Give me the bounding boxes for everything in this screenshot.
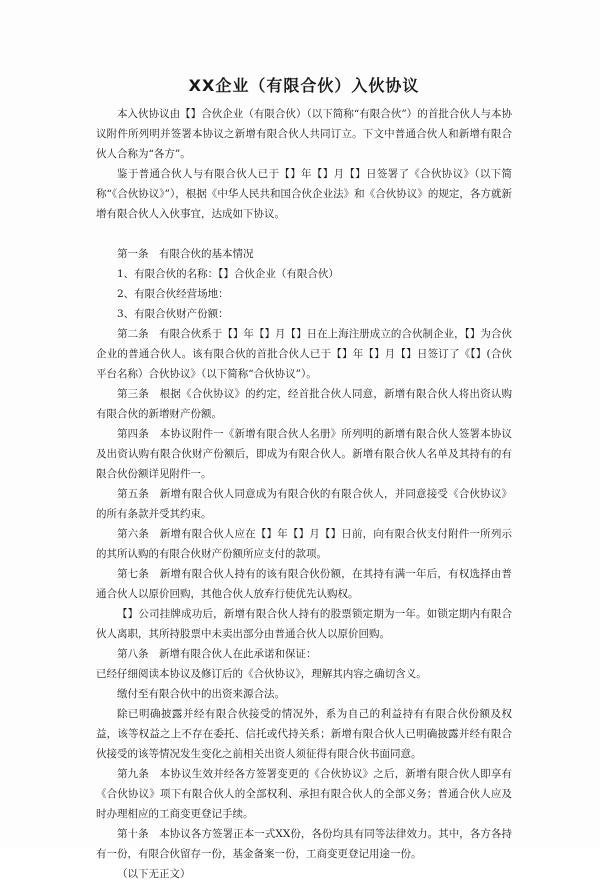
article-8-heading: 第八条 新增有限合伙人在此承诺和保证：: [117, 648, 317, 660]
article-8-item-3: 除已明确披露并经有限合伙接受的情况外，系为自己的利益持有有限合伙份额及权益，该等权益之上不存在委托、信托或代持关系；新增有限合伙人已明确披露并经有限合伙接受的该等情况发生变化之前相关出资人须征得有限合伙书面同意。: [96, 708, 512, 760]
article-7-lockup: 【】公司挂牌成功后，新增有限合伙人持有的股票锁定期为一年。如锁定期内有限合伙人离职，其所持股票中未卖出部分由普通合伙人以原价回购。: [96, 608, 512, 640]
spacer: [96, 224, 512, 244]
article-7: 第七条 新增有限合伙人持有的该有限合伙份额，在其持有满一年后，有权选择由普通合伙人以原价回购，其他合伙人放弃行使优先认购权。: [96, 568, 512, 600]
article-6: 第六条 新增有限合伙人应在【】年【】月【】日前，向有限合伙支付附件一所列示的其所认购的有限合伙财产份额所应支付的款项。: [96, 528, 512, 560]
article-1-item-2: 2、有限合伙经营场地：: [117, 288, 229, 300]
article-2: 第二条 有限合伙系于【】年【】月【】日在上海注册成立的合伙制企业，【】为合伙企业的普通合伙人。该有限合伙的首批合伙人已于【】年【】月【】日签订了《【】(合伙平台名称）合伙协议》（以下简称“合伙协议”）。: [96, 328, 512, 380]
article-8-item-2: 缴付至有限合伙中的出资来源合法。: [117, 688, 285, 700]
end-of-text-note: （以下无正文）: [117, 868, 191, 880]
article-4: 第四条 本协议附件一《新增有限合伙人名册》所列明的新增有限合伙人签署本协议及出资认购有限合伙财产份额后，即成为有限合伙人。新增有限合伙人名单及其持有的有限合伙份额详见附件一。: [96, 428, 512, 480]
document-title: XX企业（有限合伙）入伙协议: [188, 76, 420, 95]
preamble-paragraph-1: 本入伙协议由【】合伙企业（有限合伙）（以下简称“有限合伙”）的首批合伙人与本协议附件所列明并签署本协议之新增有限合伙人共同订立。下文中普通合伙人和新增有限合伙人合称为“各方”。: [96, 108, 512, 160]
preamble-paragraph-2: 鉴于普通合伙人与有限合伙人已于【】年【】月【】日签署了《合伙协议》（以下简称“《合伙协议》”），根据《中华人民共和国合伙企业法》和《合伙协议》的规定，各方就新增有限合伙人入伙事宜，达成如下协议。: [96, 168, 512, 220]
article-5: 第五条 新增有限合伙人同意成为有限合伙的有限合伙人，并同意接受《合伙协议》的所有条款并受其约束。: [96, 488, 512, 520]
article-3: 第三条 根据《合伙协议》的约定，经首批合伙人同意，新增有限合伙人将出资认购有限合伙的新增财产份额。: [96, 388, 512, 420]
article-1-heading: 第一条 有限合伙的基本情况: [117, 248, 254, 260]
article-1-item-3: 3、有限合伙财产份额：: [117, 308, 229, 320]
document-body: [96, 76, 512, 884]
article-1-item-1: 1、有限合伙的名称：【】合伙企业（有限合伙）: [117, 268, 339, 280]
article-9: 第九条 本协议生效并经各方签署变更的《合伙协议》之后，新增有限合伙人即享有《合伙协议》项下有限合伙人的全部权利、承担有限合伙人的全部义务；普通合伙人应及时办理相应的工商变更登记手续。: [96, 768, 512, 820]
article-8-item-1: 已经仔细阅读本协议及修订后的《合伙协议》，理解其内容之确切含义。: [96, 668, 427, 680]
article-10: 第十条 本协议各方签署正本一式XX份，各份均具有同等法律效力。其中，各方各持有一份，有限合伙留存一份，基金备案一份，工商变更登记用途一份。: [96, 828, 512, 860]
